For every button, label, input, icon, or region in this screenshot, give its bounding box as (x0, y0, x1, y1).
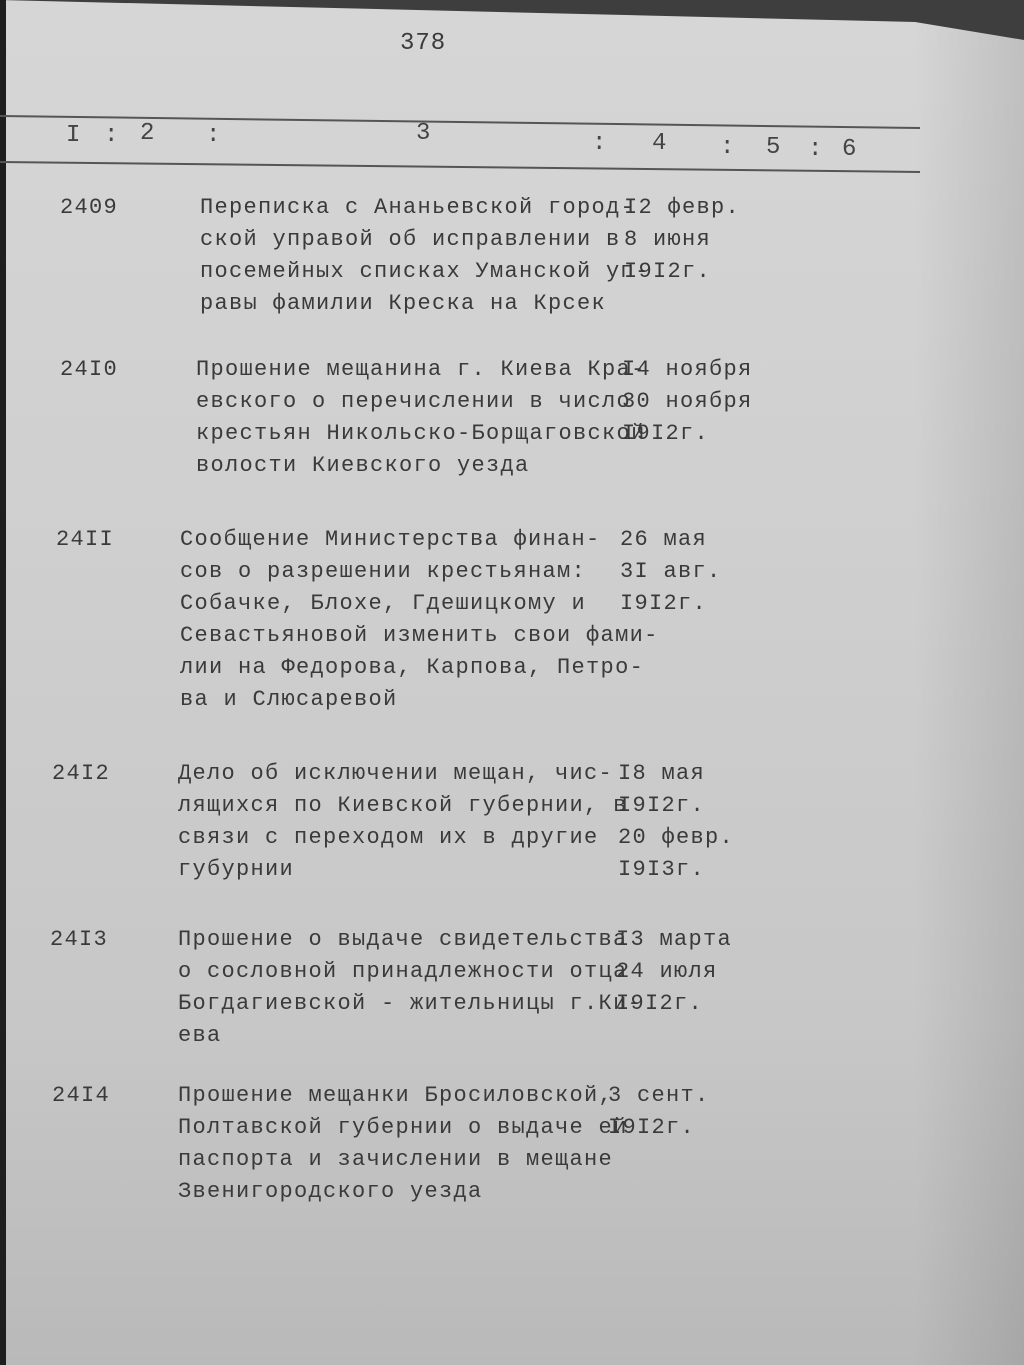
case-dates: I2 февр. 8 июня I9I2г. (624, 195, 741, 284)
case-number: 24I3 (50, 927, 109, 952)
page-shadow (914, 0, 1024, 1365)
case-description: Прошение мещанина г. Киева Кра- евского о перечислении в число крестьян Никольско-Борщаговской волости Киевского уезда (196, 357, 646, 478)
column-headers (0, 118, 1024, 163)
case-dates: 26 мая 3I авг. I9I2г. (620, 527, 722, 616)
case-dates: 3 сент. I9I2г. (608, 1083, 710, 1140)
col-head-2: 2 (140, 120, 155, 147)
col-sep: : (808, 136, 823, 163)
header-rule-bottom (0, 162, 920, 172)
case-description: Сообщение Министерства финан- сов о разрешении крестьянам: Собачке, Блохе, Гдешицкому и Севастьяновой изменить свои фами- лии на Федорова, Карпова, Петро- ва и Слюсаревой (180, 527, 659, 712)
col-head-4: 4 (652, 130, 667, 157)
col-sep: : (206, 122, 221, 149)
case-description: Прошение мещанки Бросиловской, Полтавской губернии о выдаче ей паспорта и зачислении в мещане Звенигородского уезда (178, 1083, 628, 1204)
binding-edge (0, 0, 6, 1365)
page-number: 378 (400, 30, 447, 57)
col-head-3: 3 (416, 120, 431, 147)
case-number: 24I4 (52, 1083, 111, 1108)
case-description: Переписка с Ананьевской город- ской управой об исправлении в посемейных списках Уманской уп- равы фамилии Креска на Крсек (200, 195, 650, 316)
case-dates: I8 мая I9I2г. 20 февр. I9I3г. (618, 761, 735, 882)
col-sep: : (104, 122, 119, 149)
case-number: 24I2 (52, 761, 111, 786)
case-number: 24I0 (60, 357, 119, 382)
col-head-6: 6 (842, 136, 857, 163)
case-dates: I3 марта 24 июля I9I2г. (616, 927, 733, 1016)
col-head-5: 5 (766, 134, 781, 161)
case-description: Дело об исключении мещан, чис- лящихся по Киевской губернии, в связи с переходом их в другие губурнии (178, 761, 628, 882)
case-dates: I4 ноября 30 ноября I9I2г. (622, 357, 753, 446)
col-sep: : (592, 130, 607, 157)
case-description: Прошение о выдаче свидетельства о сословной принадлежности отца Богдагиевской - жительницы г.Ки- ева (178, 927, 643, 1048)
case-number: 24II (56, 527, 115, 552)
case-number: 2409 (60, 195, 119, 220)
col-sep: : (720, 134, 735, 161)
col-head-1: I (66, 122, 81, 149)
